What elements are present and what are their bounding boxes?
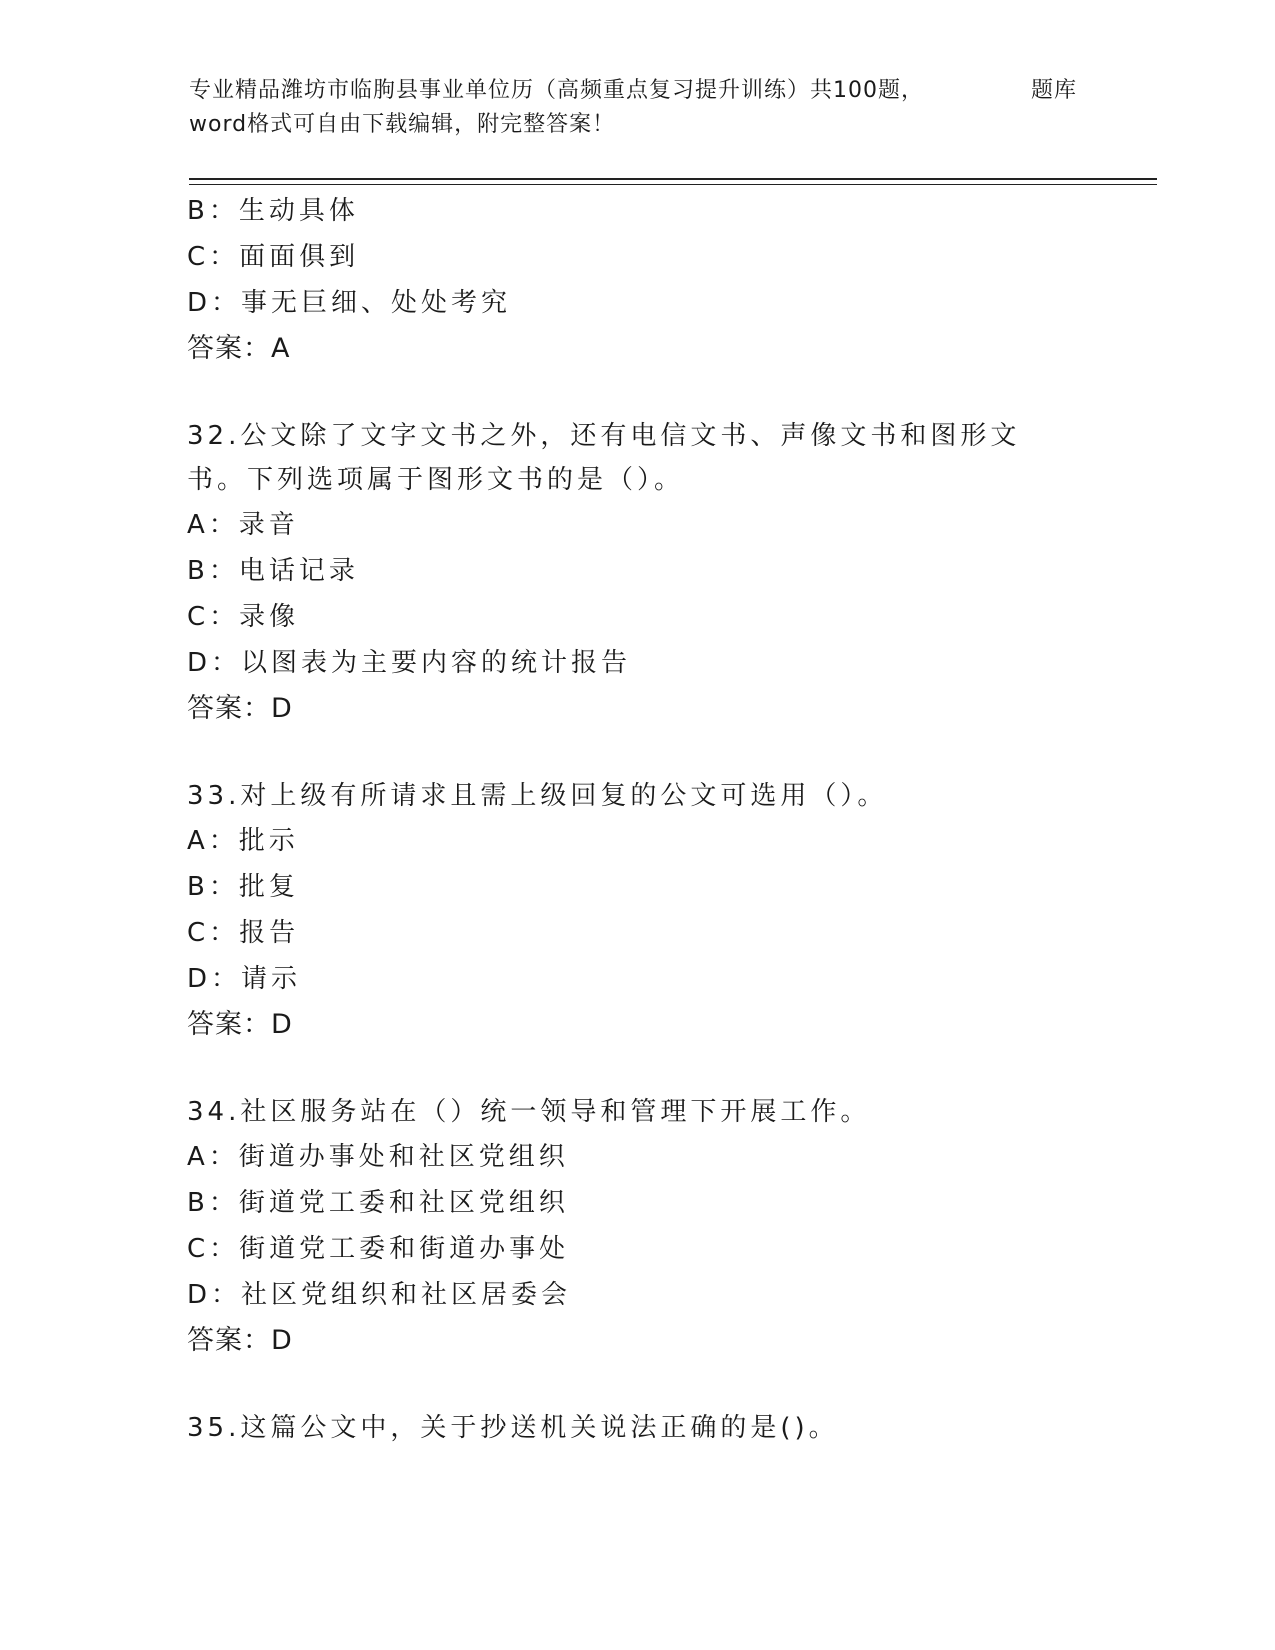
answer: 答案：D — [187, 1325, 293, 1356]
option-c: C：报告 — [187, 918, 300, 948]
option-c: C：街道党工委和街道办事处 — [187, 1234, 570, 1264]
option-b: B：批复 — [187, 872, 299, 902]
option-d: D：事无巨细、处处考究 — [187, 288, 512, 318]
header-divider-thick — [189, 178, 1157, 180]
question-35 — [187, 1406, 1087, 1450]
document-body — [187, 188, 1087, 1450]
question-34 — [187, 1090, 1087, 1364]
question-stem: 34.社区服务站在（）统一领导和管理下开展工作。 — [187, 1097, 871, 1127]
header-divider-thin — [189, 184, 1157, 185]
option-b: B：生动具体 — [187, 196, 359, 226]
option-d: D：以图表为主要内容的统计报告 — [187, 648, 632, 678]
option-a: A：录音 — [187, 510, 299, 540]
answer: 答案：D — [187, 1009, 293, 1040]
page-header — [189, 74, 1149, 184]
spacer — [187, 1364, 1087, 1406]
option-c: C：录像 — [187, 602, 300, 632]
question-33 — [187, 774, 1087, 1048]
answer: 答案：D — [187, 693, 293, 724]
option-d: D：请示 — [187, 964, 302, 994]
question-stem: 35.这篇公文中，关于抄送机关说法正确的是()。 — [187, 1413, 839, 1443]
question-stem: 33.对上级有所请求且需上级回复的公文可选用（）。 — [187, 781, 888, 811]
option-b: B：街道党工委和社区党组织 — [187, 1188, 569, 1218]
spacer — [187, 372, 1087, 414]
option-b: B：电话记录 — [187, 556, 359, 586]
answer: 答案：A — [187, 333, 291, 364]
option-a: A：街道办事处和社区党组织 — [187, 1142, 569, 1172]
document-title: 专业精品潍坊市临朐县事业单位历（高频重点复习提升训练）共100题，word格式可自由下载编辑，附完整答案！ — [189, 78, 924, 137]
header-label: 题库 — [1031, 78, 1078, 103]
option-a: A：批示 — [187, 826, 299, 856]
spacer — [187, 1048, 1087, 1090]
question-32 — [187, 414, 1087, 732]
option-d: D：社区党组织和社区居委会 — [187, 1280, 572, 1310]
spacer — [187, 732, 1087, 774]
question-31-continued — [187, 188, 1087, 372]
option-c: C：面面俱到 — [187, 242, 360, 272]
question-stem: 32.公文除了文字文书之外，还有电信文书、声像文书和图形文书。下列选项属于图形文书的是（）。 — [187, 421, 1021, 495]
